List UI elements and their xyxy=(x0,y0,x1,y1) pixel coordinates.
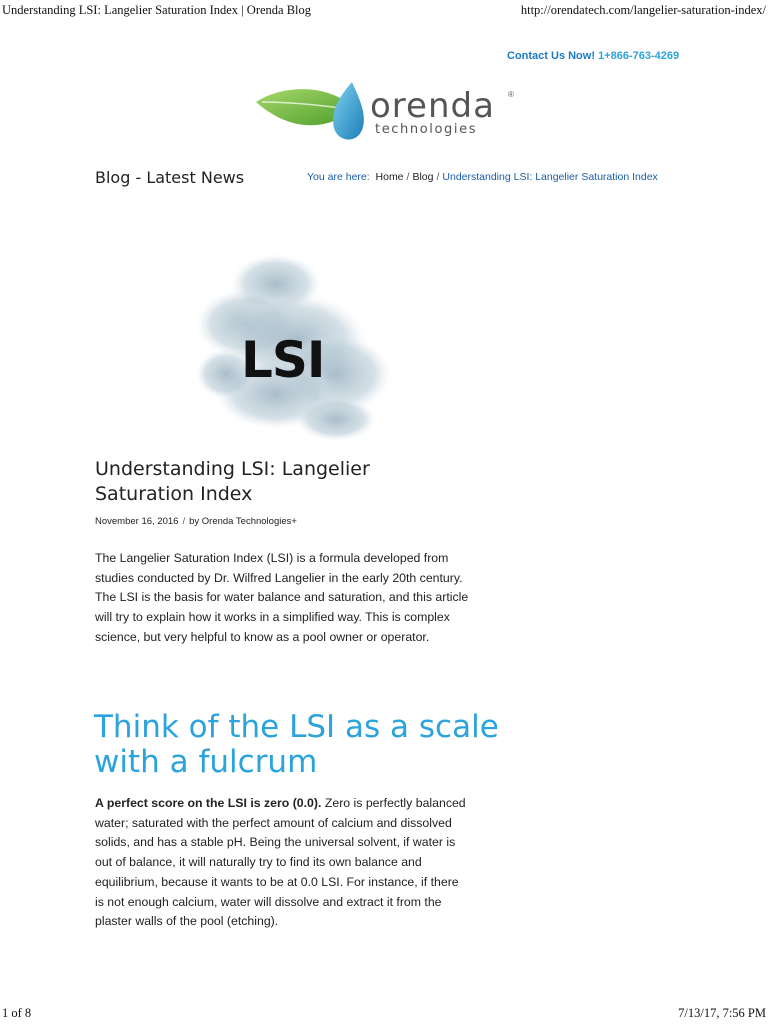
breadcrumb-separator: / xyxy=(436,171,440,183)
post-meta xyxy=(95,516,297,527)
hero-lsi-text: LSI xyxy=(241,331,325,389)
post-title: Understanding LSI: Langelier Saturation Index xyxy=(95,458,370,505)
contact-phone[interactable]: 1+866-763-4269 xyxy=(598,50,680,62)
logo-subtitle: technologies xyxy=(375,122,478,137)
breadcrumb-current: Understanding LSI: Langelier Saturation Index xyxy=(442,171,658,183)
breadcrumb-separator: / xyxy=(406,171,410,183)
breadcrumb xyxy=(307,171,658,183)
contact-link[interactable]: Contact Us Now! xyxy=(507,50,595,62)
leaf-drop-icon xyxy=(254,78,374,148)
print-page-url: http://orendatech.com/langelier-saturation-index/ xyxy=(520,3,766,17)
breadcrumb-label: You are here: xyxy=(307,171,370,183)
registered-mark: ® xyxy=(508,90,514,99)
breadcrumb-blog[interactable]: Blog xyxy=(412,171,434,183)
print-header xyxy=(0,0,768,20)
hero-image xyxy=(186,244,396,444)
print-footer xyxy=(0,1002,768,1024)
intro-paragraph: The Langelier Saturation Index (LSI) is a formula developed from studies conducted by Dr. Wilfred Langelier in the early 20th century. The LSI is the basis for water balance and saturation, and this article will try to explain how it works in a simplified way. This is complex science, but very helpful to know as a pool owner or operator. xyxy=(95,551,469,644)
body-paragraph xyxy=(95,794,470,932)
meta-separator: / xyxy=(182,516,186,527)
contact-bar xyxy=(507,50,679,62)
section-heading: Think of the LSI as a scale with a fulcrum xyxy=(94,709,499,780)
site-logo[interactable] xyxy=(254,78,524,148)
print-page-number: 1 of 8 xyxy=(2,1006,32,1020)
body-bold-lead: A perfect score on the LSI is zero (0.0). xyxy=(95,796,322,810)
logo-wordmark: orenda xyxy=(370,86,495,126)
print-page-title: Understanding LSI: Langelier Saturation Index | Orenda Blog xyxy=(2,3,312,17)
breadcrumb-home[interactable]: Home xyxy=(375,171,404,183)
body-text: Zero is perfectly balanced water; saturated with the perfect amount of calcium and dissolved solids, and has a stable pH. Being the universal solvent, if water is out of balance, it will naturally try to find its own balance and equilibrium, because it wants to be at 0.0 LSI. For instance, if there is not enough calcium, water will dissolve and extract it from the plaster walls of the pool (etching). xyxy=(95,796,466,929)
section-label: Blog - Latest News xyxy=(95,168,245,187)
print-datetime: 7/13/17, 7:56 PM xyxy=(678,1006,766,1020)
post-author[interactable]: by Orenda Technologies+ xyxy=(189,516,297,527)
post-date[interactable]: November 16, 2016 xyxy=(95,516,179,527)
